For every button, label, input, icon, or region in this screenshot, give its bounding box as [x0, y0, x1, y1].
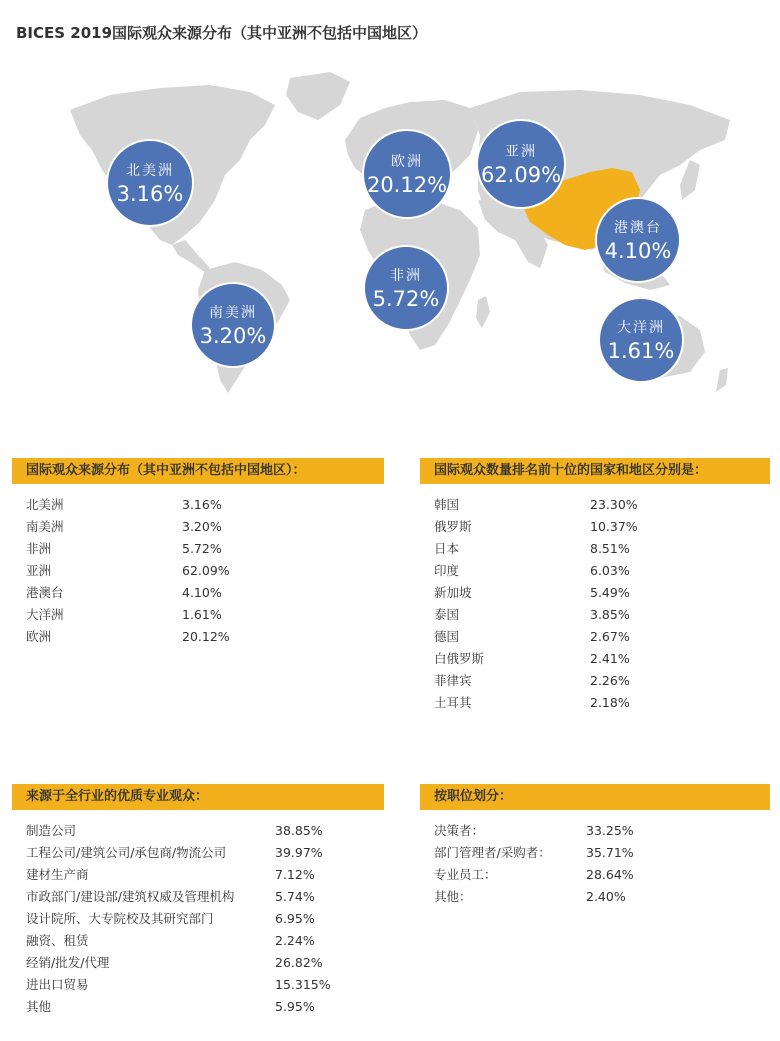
row-value: 26.82%: [275, 955, 323, 970]
list-item: [420, 864, 770, 886]
list-item: [12, 516, 384, 538]
row-label: 韩国: [434, 497, 460, 512]
region-value-label: 62.09%: [480, 163, 562, 187]
row-value: 23.30%: [590, 497, 638, 512]
row-label: 市政部门/建设部/建筑权威及管理机构: [26, 889, 235, 904]
row-label: 欧洲: [26, 629, 52, 644]
region-bubble: [596, 198, 680, 282]
row-value: 28.64%: [586, 867, 634, 882]
list-item: [420, 604, 770, 626]
list-item: [420, 820, 770, 842]
row-label: 其他: [26, 999, 52, 1014]
row-value: 33.25%: [586, 823, 634, 838]
row-label: 经销/批发/代理: [26, 955, 110, 970]
top10-header: 国际观众数量排名前十位的国家和地区分别是：: [420, 458, 770, 484]
row-label: 进出口贸易: [26, 977, 89, 992]
row-value: 62.09%: [182, 563, 230, 578]
region-name-label: 大洋洲: [617, 320, 665, 336]
list-item: [12, 842, 384, 864]
page-title: BICES 2019国际观众来源分布（其中亚洲不包括中国地区）: [16, 24, 428, 42]
row-value: 3.16%: [182, 497, 222, 512]
intl-source-list: [12, 494, 384, 648]
row-label: 土耳其: [434, 695, 472, 710]
region-value-label: 3.16%: [116, 182, 184, 206]
intl-source-header: 国际观众来源分布（其中亚洲不包括中国地区）：: [12, 458, 384, 484]
row-label: 设计院所、大专院校及其研究部门: [26, 911, 214, 926]
industry-header: 来源于全行业的优质专业观众：: [12, 784, 384, 810]
row-value: 39.97%: [275, 845, 323, 860]
row-label: 制造公司: [26, 823, 77, 838]
row-value: 10.37%: [590, 519, 638, 534]
row-label: 日本: [434, 541, 460, 556]
list-item: [12, 974, 384, 996]
top10-list: [420, 494, 770, 714]
list-item: [12, 626, 384, 648]
row-value: 5.74%: [275, 889, 315, 904]
industry-section: [12, 784, 384, 1018]
region-value-label: 1.61%: [607, 339, 675, 363]
row-value: 20.12%: [182, 629, 230, 644]
row-label: 亚洲: [26, 563, 52, 578]
region-bubble: [599, 298, 683, 382]
row-value: 2.40%: [586, 889, 626, 904]
industry-list: [12, 820, 384, 1018]
region-name-label: 港澳台: [614, 220, 662, 236]
row-label: 大洋洲: [26, 607, 64, 622]
row-value: 2.67%: [590, 629, 630, 644]
row-value: 4.10%: [182, 585, 222, 600]
row-value: 3.85%: [590, 607, 630, 622]
row-label: 部门管理者/采购者：: [434, 845, 551, 860]
list-item: [420, 582, 770, 604]
list-item: [420, 494, 770, 516]
row-value: 5.49%: [590, 585, 630, 600]
central-america-land: [172, 240, 210, 272]
list-item: [420, 538, 770, 560]
region-bubble: [363, 130, 451, 218]
position-header: 按职位划分：: [420, 784, 770, 810]
list-item: [420, 560, 770, 582]
list-item: [12, 952, 384, 974]
list-item: [12, 996, 384, 1018]
row-label: 菲律宾: [434, 673, 472, 688]
region-name-label: 南美洲: [209, 305, 257, 321]
row-value: 2.18%: [590, 695, 630, 710]
row-value: 2.24%: [275, 933, 315, 948]
region-value-label: 3.20%: [199, 324, 267, 348]
row-label: 专业员工：: [434, 867, 497, 882]
row-value: 38.85%: [275, 823, 323, 838]
list-item: [420, 648, 770, 670]
row-label: 俄罗斯: [434, 519, 472, 534]
row-label: 其他：: [434, 889, 472, 904]
list-item: [420, 692, 770, 714]
list-item: [420, 516, 770, 538]
new-zealand-land: [716, 368, 728, 392]
row-value: 3.20%: [182, 519, 222, 534]
list-item: [12, 908, 384, 930]
row-value: 35.71%: [586, 845, 634, 860]
madagascar-land: [476, 296, 490, 328]
row-value: 15.315%: [275, 977, 331, 992]
region-bubble: [107, 140, 193, 226]
list-item: [12, 538, 384, 560]
row-label: 印度: [434, 563, 460, 578]
list-item: [420, 626, 770, 648]
list-item: [12, 494, 384, 516]
list-item: [420, 842, 770, 864]
region-name-label: 欧洲: [391, 154, 423, 170]
row-label: 白俄罗斯: [434, 651, 485, 666]
row-value: 2.41%: [590, 651, 630, 666]
region-value-label: 4.10%: [604, 239, 672, 263]
row-value: 7.12%: [275, 867, 315, 882]
list-item: [12, 560, 384, 582]
list-item: [12, 820, 384, 842]
row-label: 新加坡: [434, 585, 472, 600]
region-value-label: 5.72%: [372, 287, 440, 311]
row-label: 建材生产商: [26, 867, 89, 882]
row-label: 非洲: [26, 541, 52, 556]
list-item: [12, 886, 384, 908]
region-bubble: [191, 283, 275, 367]
row-label: 泰国: [434, 607, 460, 622]
intl-source-section: [12, 458, 384, 648]
list-item: [420, 670, 770, 692]
row-value: 1.61%: [182, 607, 222, 622]
region-name-label: 亚洲: [505, 144, 537, 160]
row-label: 融资、租赁: [26, 933, 89, 948]
row-label: 北美洲: [26, 497, 64, 512]
position-list: [420, 820, 770, 908]
row-value: 6.03%: [590, 563, 630, 578]
row-value: 5.95%: [275, 999, 315, 1014]
row-label: 工程公司/建筑公司/承包商/物流公司: [26, 845, 227, 860]
row-value: 6.95%: [275, 911, 315, 926]
world-map: [0, 55, 780, 400]
list-item: [12, 604, 384, 626]
top10-section: [420, 458, 770, 714]
japan-land: [680, 160, 700, 200]
row-label: 南美洲: [26, 519, 64, 534]
row-label: 港澳台: [26, 585, 64, 600]
region-bubble: [364, 246, 448, 330]
row-label: 德国: [434, 629, 460, 644]
position-section: [420, 784, 770, 908]
list-item: [12, 582, 384, 604]
greenland-land: [286, 72, 350, 120]
row-value: 2.26%: [590, 673, 630, 688]
row-value: 8.51%: [590, 541, 630, 556]
list-item: [12, 930, 384, 952]
list-item: [12, 864, 384, 886]
region-name-label: 北美洲: [126, 163, 174, 179]
row-value: 5.72%: [182, 541, 222, 556]
row-label: 决策者：: [434, 823, 485, 838]
region-name-label: 非洲: [390, 268, 422, 284]
region-bubble: [477, 120, 565, 208]
region-value-label: 20.12%: [366, 173, 448, 197]
list-item: [420, 886, 770, 908]
